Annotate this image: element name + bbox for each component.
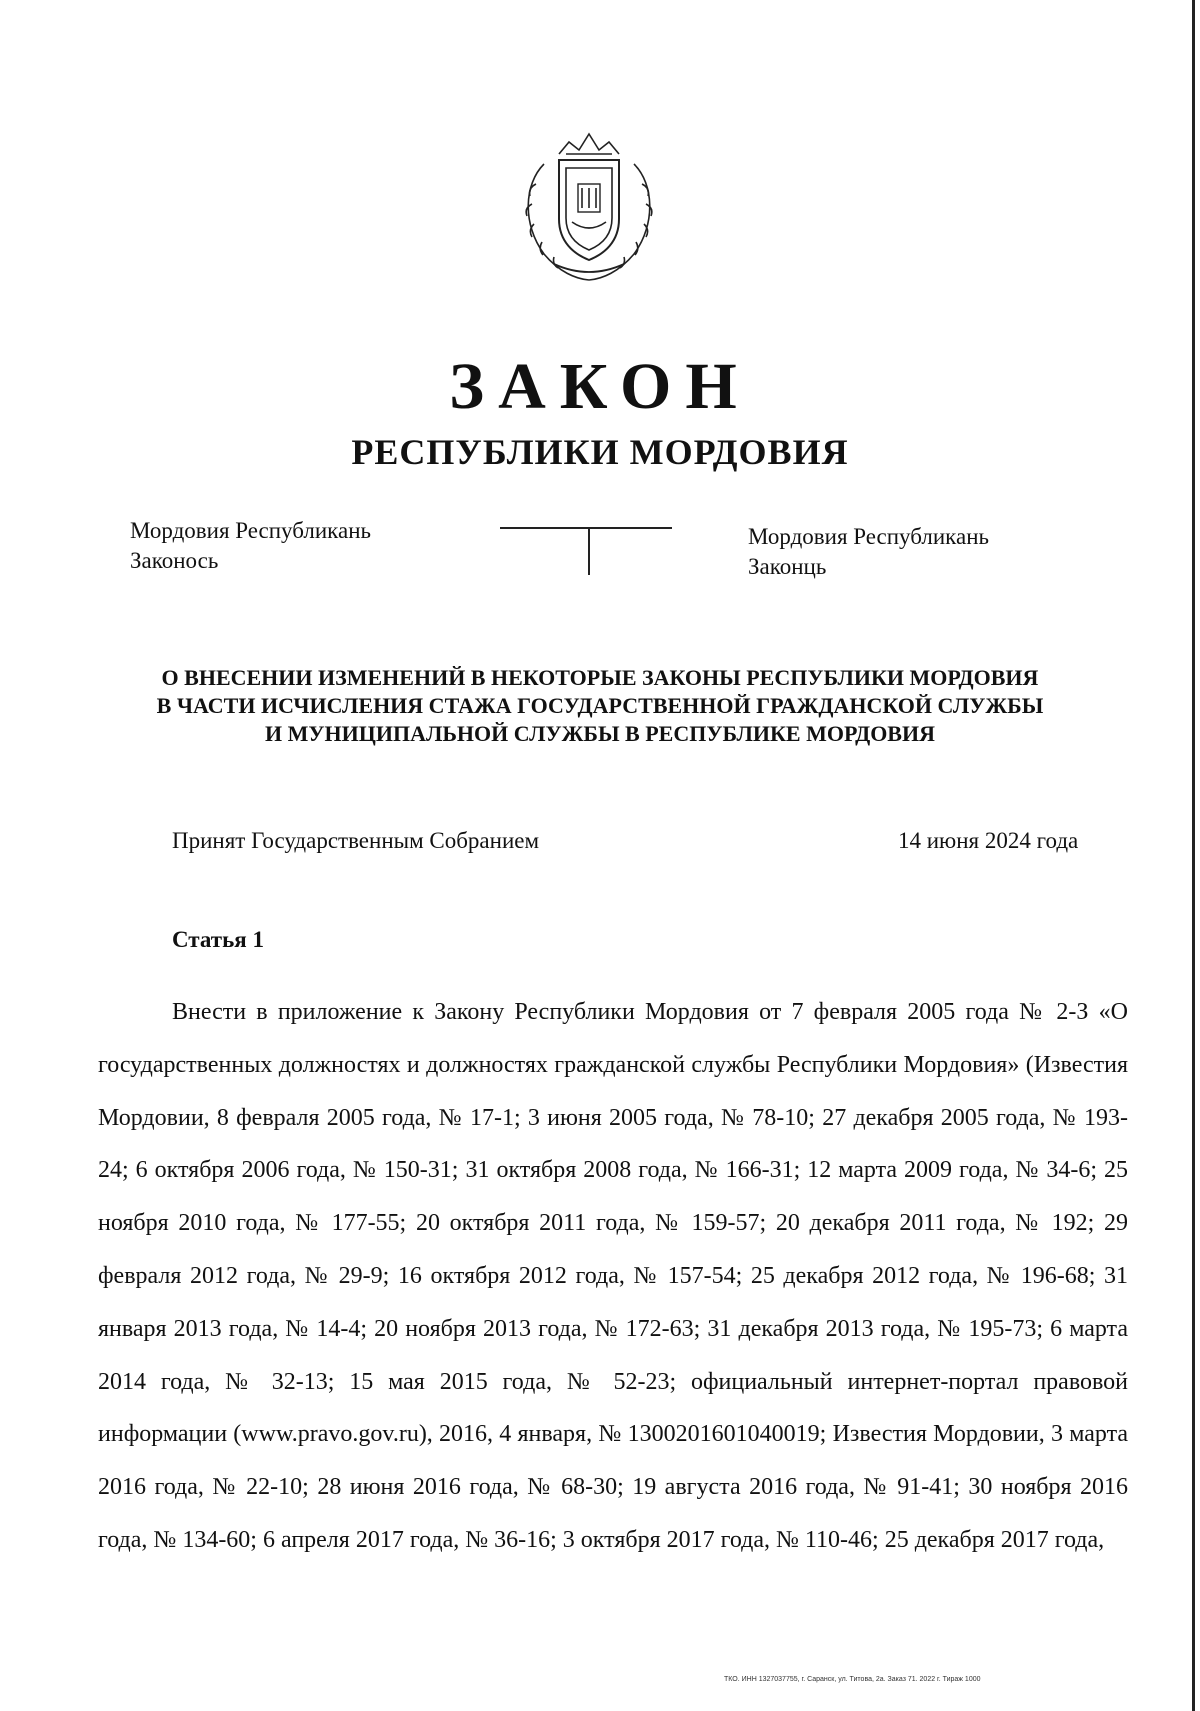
left-caption-line1: Мордовия Республикань <box>130 518 372 543</box>
document-title: ЗАКОН <box>449 350 751 423</box>
adopted-by: Принят Государственным Собранием <box>172 828 540 853</box>
left-caption-line2: Законось <box>130 548 219 573</box>
right-caption-line1: Мордовия Республикань <box>748 524 990 549</box>
print-note: ТКО. ИНН 1327037755, г. Саранск, ул. Титова, 2а. Заказ 71. 2022 г. Тираж 1000 <box>724 1676 981 1683</box>
law-heading <box>60 664 1140 748</box>
law-heading-line2: В ЧАСТИ ИСЧИСЛЕНИЯ СТАЖА ГОСУДАРСТВЕННОЙ ГРАЖДАНСКОЙ СЛУЖБЫ <box>156 693 1044 718</box>
law-heading-line3: И МУНИЦИПАЛЬНОЙ СЛУЖБЫ В РЕСПУБЛИКЕ МОРДОВИЯ <box>265 721 935 746</box>
left-caption <box>130 516 371 576</box>
adoption-date: 14 июня 2024 года <box>898 828 1079 853</box>
coat-of-arms-icon <box>514 124 664 284</box>
right-caption <box>748 522 989 582</box>
document-subtitle: РЕСПУБЛИКИ МОРДОВИЯ <box>351 432 849 472</box>
page-edge-line <box>1192 0 1195 1711</box>
article-body: Внести в приложение к Закону Республики Мордовия от 7 февраля 2005 года № 2-З «О государственных должностях и должностях гражданской службы Республики Мордовия» (Известия Мордовии, 8 февраля 2005 года, № 17-1; 3 июня 2005 года, № 78-10; 27 декабря 2005 года, № 193-24; 6 октября 2006 года, № 150-31; 31 октября 2008 года, № 166-31; 12 марта 2009 года, № 34-6; 25 ноября 2010 года, № 177-55; 20 октября 2011 года, № 159-57; 20 декабря 2011 года, № 192; 29 февраля 2012 года, № 29-9; 16 октября 2012 года, № 157-54; 25 декабря 2012 года, № 196-68; 31 января 2013 года, № 14-4; 20 ноября 2013 года, № 172-63; 31 декабря 2013 года, № 195-73; 6 марта 2014 года, № 32-13; 15 мая 2015 года, № 52-23; официальный интернет-портал правовой информации (www.pravo.gov.ru), 2016, 4 января, № 1300201601040019; Известия Мордовии, 3 марта 2016 года, № 22-10; 28 июня 2016 года, № 68-30; 19 августа 2016 года, № 91-41; 30 ноября 2016 года, № 134-60; 6 апреля 2017 года, № 36-16; 3 октября 2017 года, № 110-46; 25 декабря 2017 года, <box>98 999 1128 1553</box>
header-divider-vertical <box>588 527 590 575</box>
header-divider-horizontal <box>500 527 672 529</box>
article-title: Статья 1 <box>172 927 264 952</box>
law-heading-line1: О ВНЕСЕНИИ ИЗМЕНЕНИЙ В НЕКОТОРЫЕ ЗАКОНЫ РЕСПУБЛИКИ МОРДОВИЯ <box>161 665 1039 690</box>
right-caption-line2: Законць <box>748 554 827 579</box>
